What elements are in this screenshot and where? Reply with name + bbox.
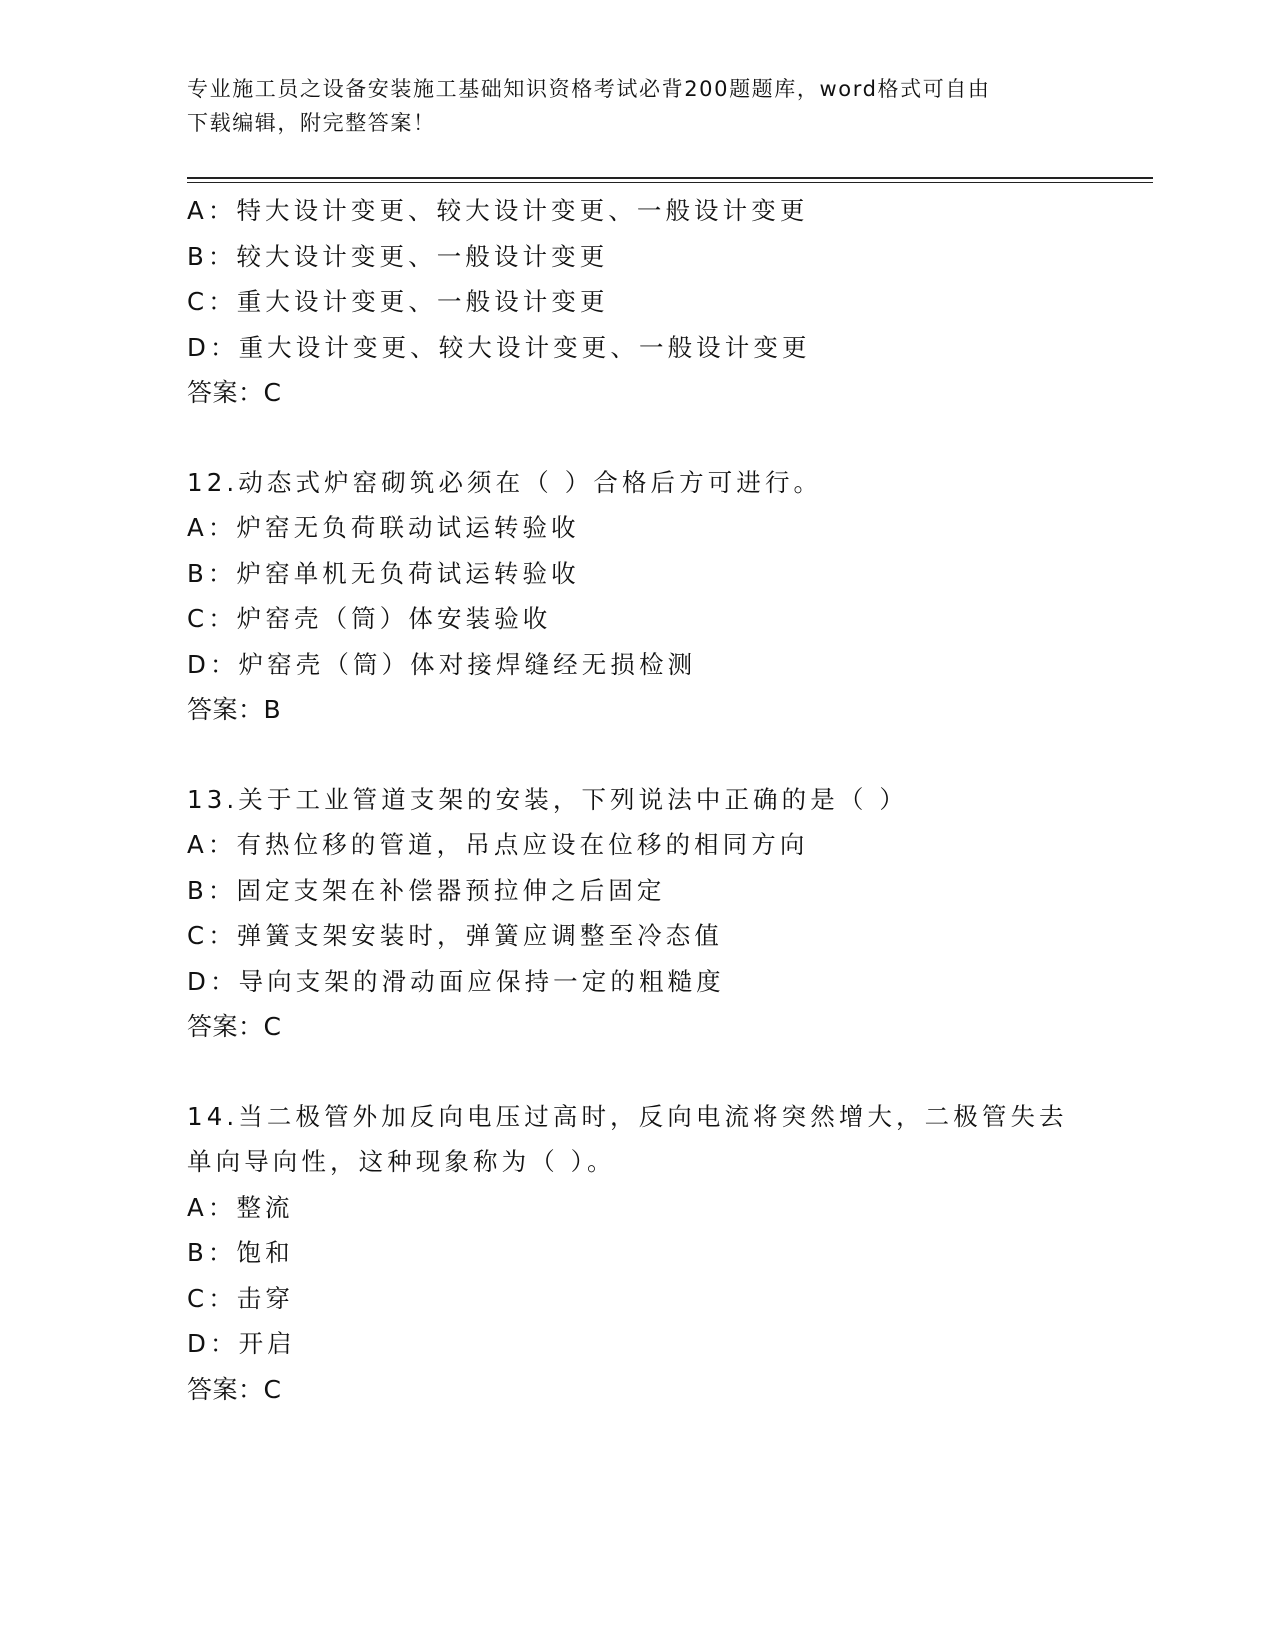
question-12 bbox=[187, 460, 1153, 733]
option-a: A：炉窑无负荷联动试运转验收 bbox=[187, 513, 580, 542]
question-13 bbox=[187, 777, 1153, 1050]
question-content bbox=[187, 188, 1153, 1412]
option-b: B：饱和 bbox=[187, 1238, 294, 1267]
spacer bbox=[187, 416, 1153, 460]
option-c: C：重大设计变更、一般设计变更 bbox=[187, 287, 609, 316]
question-14 bbox=[187, 1094, 1153, 1413]
option-c: C：弹簧支架安装时，弹簧应调整至冷态值 bbox=[187, 921, 724, 950]
option-a: A：整流 bbox=[187, 1192, 294, 1222]
option-c: C：击穿 bbox=[187, 1283, 295, 1313]
option-b: B：固定支架在补偿器预拉伸之后固定 bbox=[187, 875, 666, 905]
header-rule-thick bbox=[187, 177, 1153, 179]
spacer bbox=[187, 1050, 1153, 1094]
option-b: B：炉窑单机无负荷试运转验收 bbox=[187, 558, 580, 588]
option-a: A：有热位移的管道，吊点应设在位移的相同方向 bbox=[187, 830, 809, 859]
question-text-line-1: 14.当二极管外加反向电压过高时，反向电流将突然增大，二极管失去 bbox=[187, 1101, 1068, 1131]
header-line-1: 专业施工员之设备安装施工基础知识资格考试必背200题题库，word格式可自由 bbox=[187, 77, 991, 101]
option-c: C：炉窑壳（筒）体安装验收 bbox=[187, 604, 552, 633]
document-header bbox=[187, 72, 1067, 140]
option-a: A：特大设计变更、较大设计变更、一般设计变更 bbox=[187, 196, 809, 225]
answer-line: 答案：C bbox=[187, 378, 282, 407]
question-text: 13.关于工业管道支架的安装，下列说法中正确的是（ ） bbox=[187, 784, 908, 814]
answer-line: 答案：B bbox=[187, 695, 282, 724]
question-11 bbox=[187, 188, 1153, 416]
answer-line: 答案：C bbox=[187, 1374, 282, 1404]
header-rule-thin bbox=[187, 182, 1153, 183]
question-text-line-2: 单向导向性，这种现象称为（ ）。 bbox=[187, 1147, 616, 1176]
header-line-2: 下载编辑，附完整答案！ bbox=[187, 111, 436, 135]
answer-line: 答案：C bbox=[187, 1012, 282, 1041]
spacer bbox=[187, 733, 1153, 777]
option-b: B：较大设计变更、一般设计变更 bbox=[187, 241, 609, 271]
option-d: D：开启 bbox=[187, 1329, 296, 1358]
option-d: D：重大设计变更、较大设计变更、一般设计变更 bbox=[187, 332, 811, 362]
option-d: D：炉窑壳（筒）体对接焊缝经无损检测 bbox=[187, 649, 697, 679]
option-d: D：导向支架的滑动面应保持一定的粗糙度 bbox=[187, 966, 725, 996]
question-text: 12.动态式炉窑砌筑必须在（ ）合格后方可进行。 bbox=[187, 467, 823, 497]
